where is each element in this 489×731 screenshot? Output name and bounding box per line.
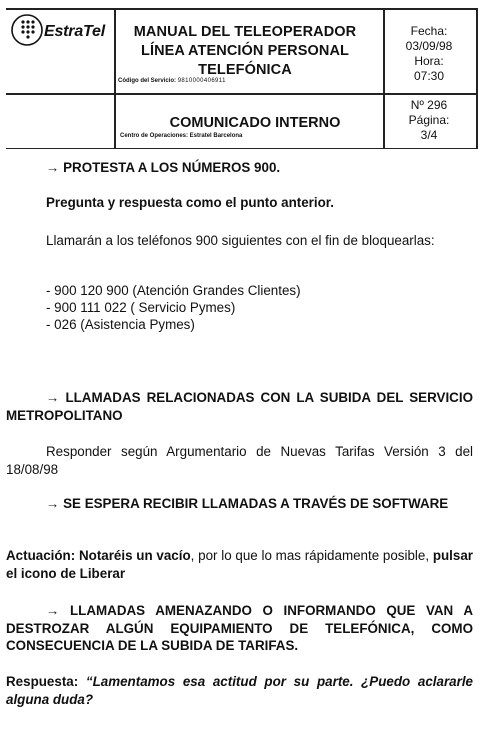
time-value: 07:30 (413, 69, 445, 83)
logo-text: EstraTel (44, 23, 105, 40)
response-quote: “Lamentamos esa actitud por su parte. ¿Puedo aclararle alguna duda? (6, 674, 473, 707)
action-mid-text: , por lo que lo mas rápidamente posible, (190, 548, 433, 563)
service-code-label: Código del Servicio: (118, 78, 177, 84)
date-label: Fecha: (410, 24, 448, 38)
section-heading-metropolitano: → LLAMADAS RELACIONADAS CON LA SUBIDA DEL SERVICIO METROPOLITANO (6, 390, 473, 423)
action-label: Actuación: (6, 548, 76, 563)
section-text-threats (6, 673, 473, 708)
response-label: Respuesta: (6, 674, 79, 689)
action-bold-text: Notaréis un vacío (78, 548, 191, 563)
title-line-3: TELEFÓNICA (198, 62, 292, 78)
service-code (118, 78, 226, 84)
operations-center: Centro de Operaciones: Estratel Barcelona (120, 133, 243, 139)
date-value: 03/09/98 (405, 39, 453, 53)
communication-title: COMUNICADO INTERNO (169, 115, 341, 131)
page-value: 3/4 (420, 128, 438, 142)
section-heading-threats: → LLAMADAS AMENAZANDO O INFORMANDO QUE VAN A DESTROZAR ALGÚN EQUIPAMIENTO DE TELEFÓNICA, COMO CONSECUENCIA DE LA SUBIDA DE TARIFAS. (6, 603, 473, 653)
list-item: - 900 111 022 ( Servicio Pymes) (46, 300, 236, 315)
page-label: Página: (408, 113, 450, 127)
title-line-1: MANUAL DEL TELEOPERADOR (133, 24, 357, 40)
section-text-metropolitano: Responder según Argumentario de Nuevas Tarifas Versión 3 del 18/08/98 (6, 444, 473, 477)
title-line-2: LÍNEA ATENCIÓN PERSONAL (141, 43, 349, 59)
action-end-text: pulsar el icono de Liberar (6, 548, 473, 581)
list-item: - 900 120 900 (Atención Grandes Clientes) (46, 283, 301, 298)
list-item: - 026 (Asistencia Pymes) (46, 317, 195, 332)
section-intro-900: Llamarán a los teléfonos 900 siguientes con el fin de bloquearlas: (46, 233, 435, 248)
time-label: Hora: (414, 54, 444, 68)
section-text-900: Pregunta y respuesta como el punto anterior. (46, 195, 334, 210)
section-heading-software: → SE ESPERA RECIBIR LLAMADAS A TRAVÉS DE SOFTWARE (46, 496, 449, 511)
document-number: Nº 296 (410, 98, 448, 112)
section-text-software (6, 547, 473, 582)
service-code-value: 9810000406911 (177, 78, 226, 84)
section-heading-900: → PROTESTA A LOS NÚMEROS 900. (46, 160, 281, 175)
